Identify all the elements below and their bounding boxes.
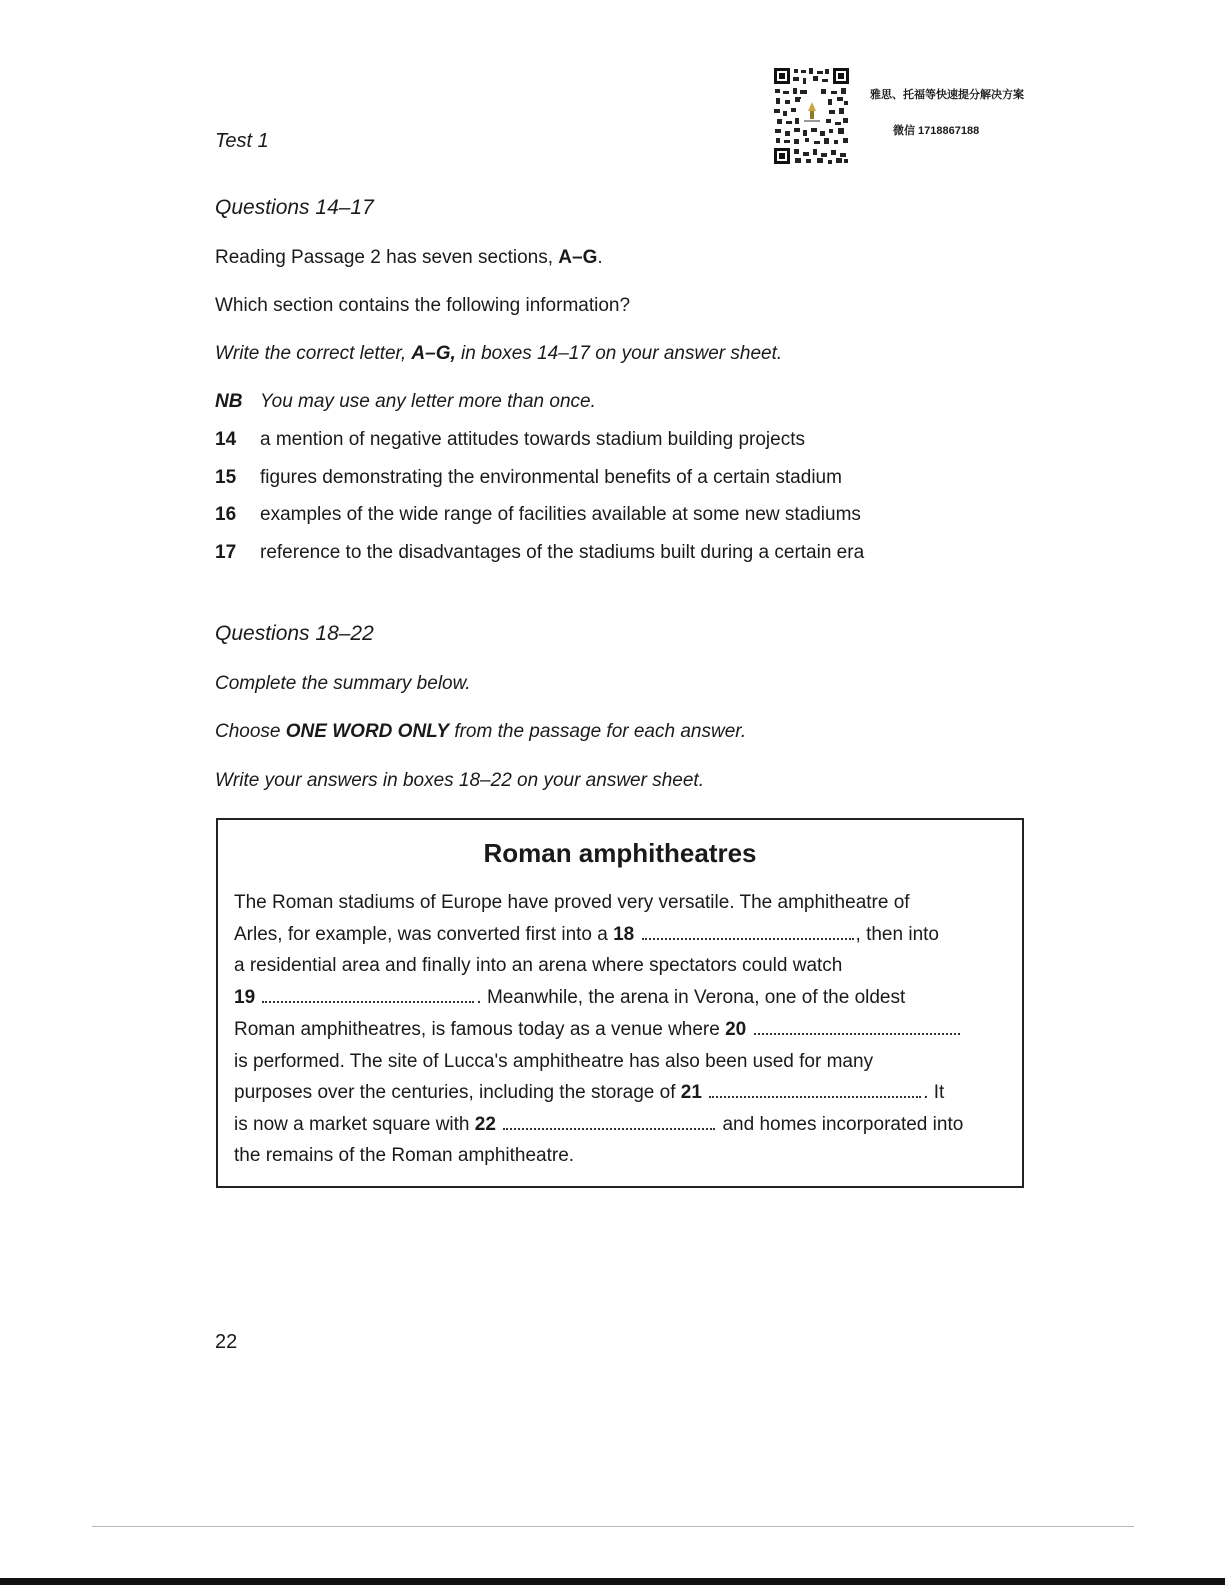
- item-text: figures demonstrating the environmental benefits of a certain stadium: [260, 467, 842, 488]
- summary-line: [234, 1018, 962, 1042]
- nb-label: NB: [215, 391, 243, 412]
- instruction2-bold: ONE WORD ONLY: [285, 721, 450, 742]
- section1-nb: [215, 390, 596, 414]
- instruction2-prefix: Choose: [215, 721, 286, 742]
- page-number: 22: [215, 1331, 238, 1353]
- answer-gap-20[interactable]: [754, 1021, 960, 1035]
- section2-instruction-3: Write your answers in boxes 18–22 on your answer sheet.: [215, 770, 704, 791]
- item-number: 17: [215, 542, 237, 563]
- summary-text: . Meanwhile, the arena in Verona, one of the oldest: [476, 987, 906, 1008]
- summary-text: , then into: [855, 924, 939, 945]
- summary-line: [234, 986, 905, 1010]
- section2-title: Questions 18–22: [215, 622, 374, 645]
- gap-number-20: 20: [725, 1019, 747, 1040]
- qr-caption-slogan: 雅思、托福等快速提分解决方案: [870, 89, 1024, 101]
- summary-line: [234, 1113, 963, 1137]
- list-item: [215, 466, 842, 490]
- section1-question: Which section contains the following information?: [215, 295, 631, 316]
- instruction-prefix: Write the correct letter,: [215, 343, 412, 364]
- item-number: 16: [215, 504, 237, 525]
- summary-line: is performed. The site of Lucca's amphitheatre has also been used for many: [234, 1051, 874, 1072]
- summary-text: and homes incorporated into: [717, 1114, 964, 1135]
- summary-text: purposes over the centuries, including the storage of: [234, 1082, 681, 1103]
- instruction-bold: A–G,: [411, 343, 456, 364]
- summary-line: [234, 1081, 944, 1105]
- qr-caption-wechat: 微信 1718867188: [893, 125, 980, 137]
- summary-text: . It: [923, 1082, 945, 1103]
- answer-gap-22[interactable]: [503, 1116, 715, 1130]
- item-text: reference to the disadvantages of the stadiums built during a certain era: [260, 542, 865, 563]
- section1-instruction: [215, 342, 782, 366]
- instruction2-suffix: from the passage for each answer.: [449, 721, 747, 742]
- item-number: 15: [215, 467, 237, 488]
- summary-title: Roman amphitheatres: [483, 838, 757, 868]
- intro-prefix: Reading Passage 2 has seven sections,: [215, 247, 559, 268]
- gap-number-19: 19: [234, 987, 256, 1008]
- summary-line: The Roman stadiums of Europe have proved very versatile. The amphitheatre of: [234, 892, 910, 913]
- answer-gap-18[interactable]: [642, 926, 854, 940]
- qr-code-icon: [773, 67, 850, 165]
- instruction-suffix: in boxes 14–17 on your answer sheet.: [455, 343, 783, 364]
- list-item: [215, 503, 861, 527]
- item-text: a mention of negative attitudes towards stadium building projects: [260, 429, 805, 450]
- section1-title: Questions 14–17: [215, 196, 374, 219]
- item-number: 14: [215, 429, 237, 450]
- item-text: examples of the wide range of facilities available at some new stadiums: [260, 504, 861, 525]
- summary-line: [234, 923, 939, 947]
- summary-line: the remains of the Roman amphitheatre.: [234, 1145, 575, 1166]
- intro-bold: A–G: [558, 247, 598, 268]
- summary-box: [216, 818, 1024, 1188]
- section2-instruction-1: Complete the summary below.: [215, 673, 471, 694]
- list-item: [215, 428, 805, 452]
- summary-text: Arles, for example, was converted first into a: [234, 924, 614, 945]
- section1-intro: [215, 246, 603, 270]
- answer-gap-21[interactable]: [709, 1084, 921, 1098]
- section2-instruction-2: [215, 720, 746, 744]
- test-label: Test 1: [215, 130, 269, 152]
- bottom-edge-bar: [0, 1578, 1225, 1585]
- footer-divider: [92, 1526, 1134, 1527]
- summary-text: is now a market square with: [234, 1114, 475, 1135]
- gap-number-18: 18: [613, 924, 635, 945]
- gap-number-22: 22: [474, 1114, 496, 1135]
- summary-line: a residential area and finally into an arena where spectators could watch: [234, 955, 843, 976]
- list-item: [215, 541, 864, 565]
- intro-suffix: .: [597, 247, 603, 268]
- answer-gap-19[interactable]: [262, 989, 474, 1003]
- summary-text: Roman amphitheatres, is famous today as a venue where: [234, 1019, 726, 1040]
- nb-text: You may use any letter more than once.: [260, 391, 596, 412]
- gap-number-21: 21: [680, 1082, 702, 1103]
